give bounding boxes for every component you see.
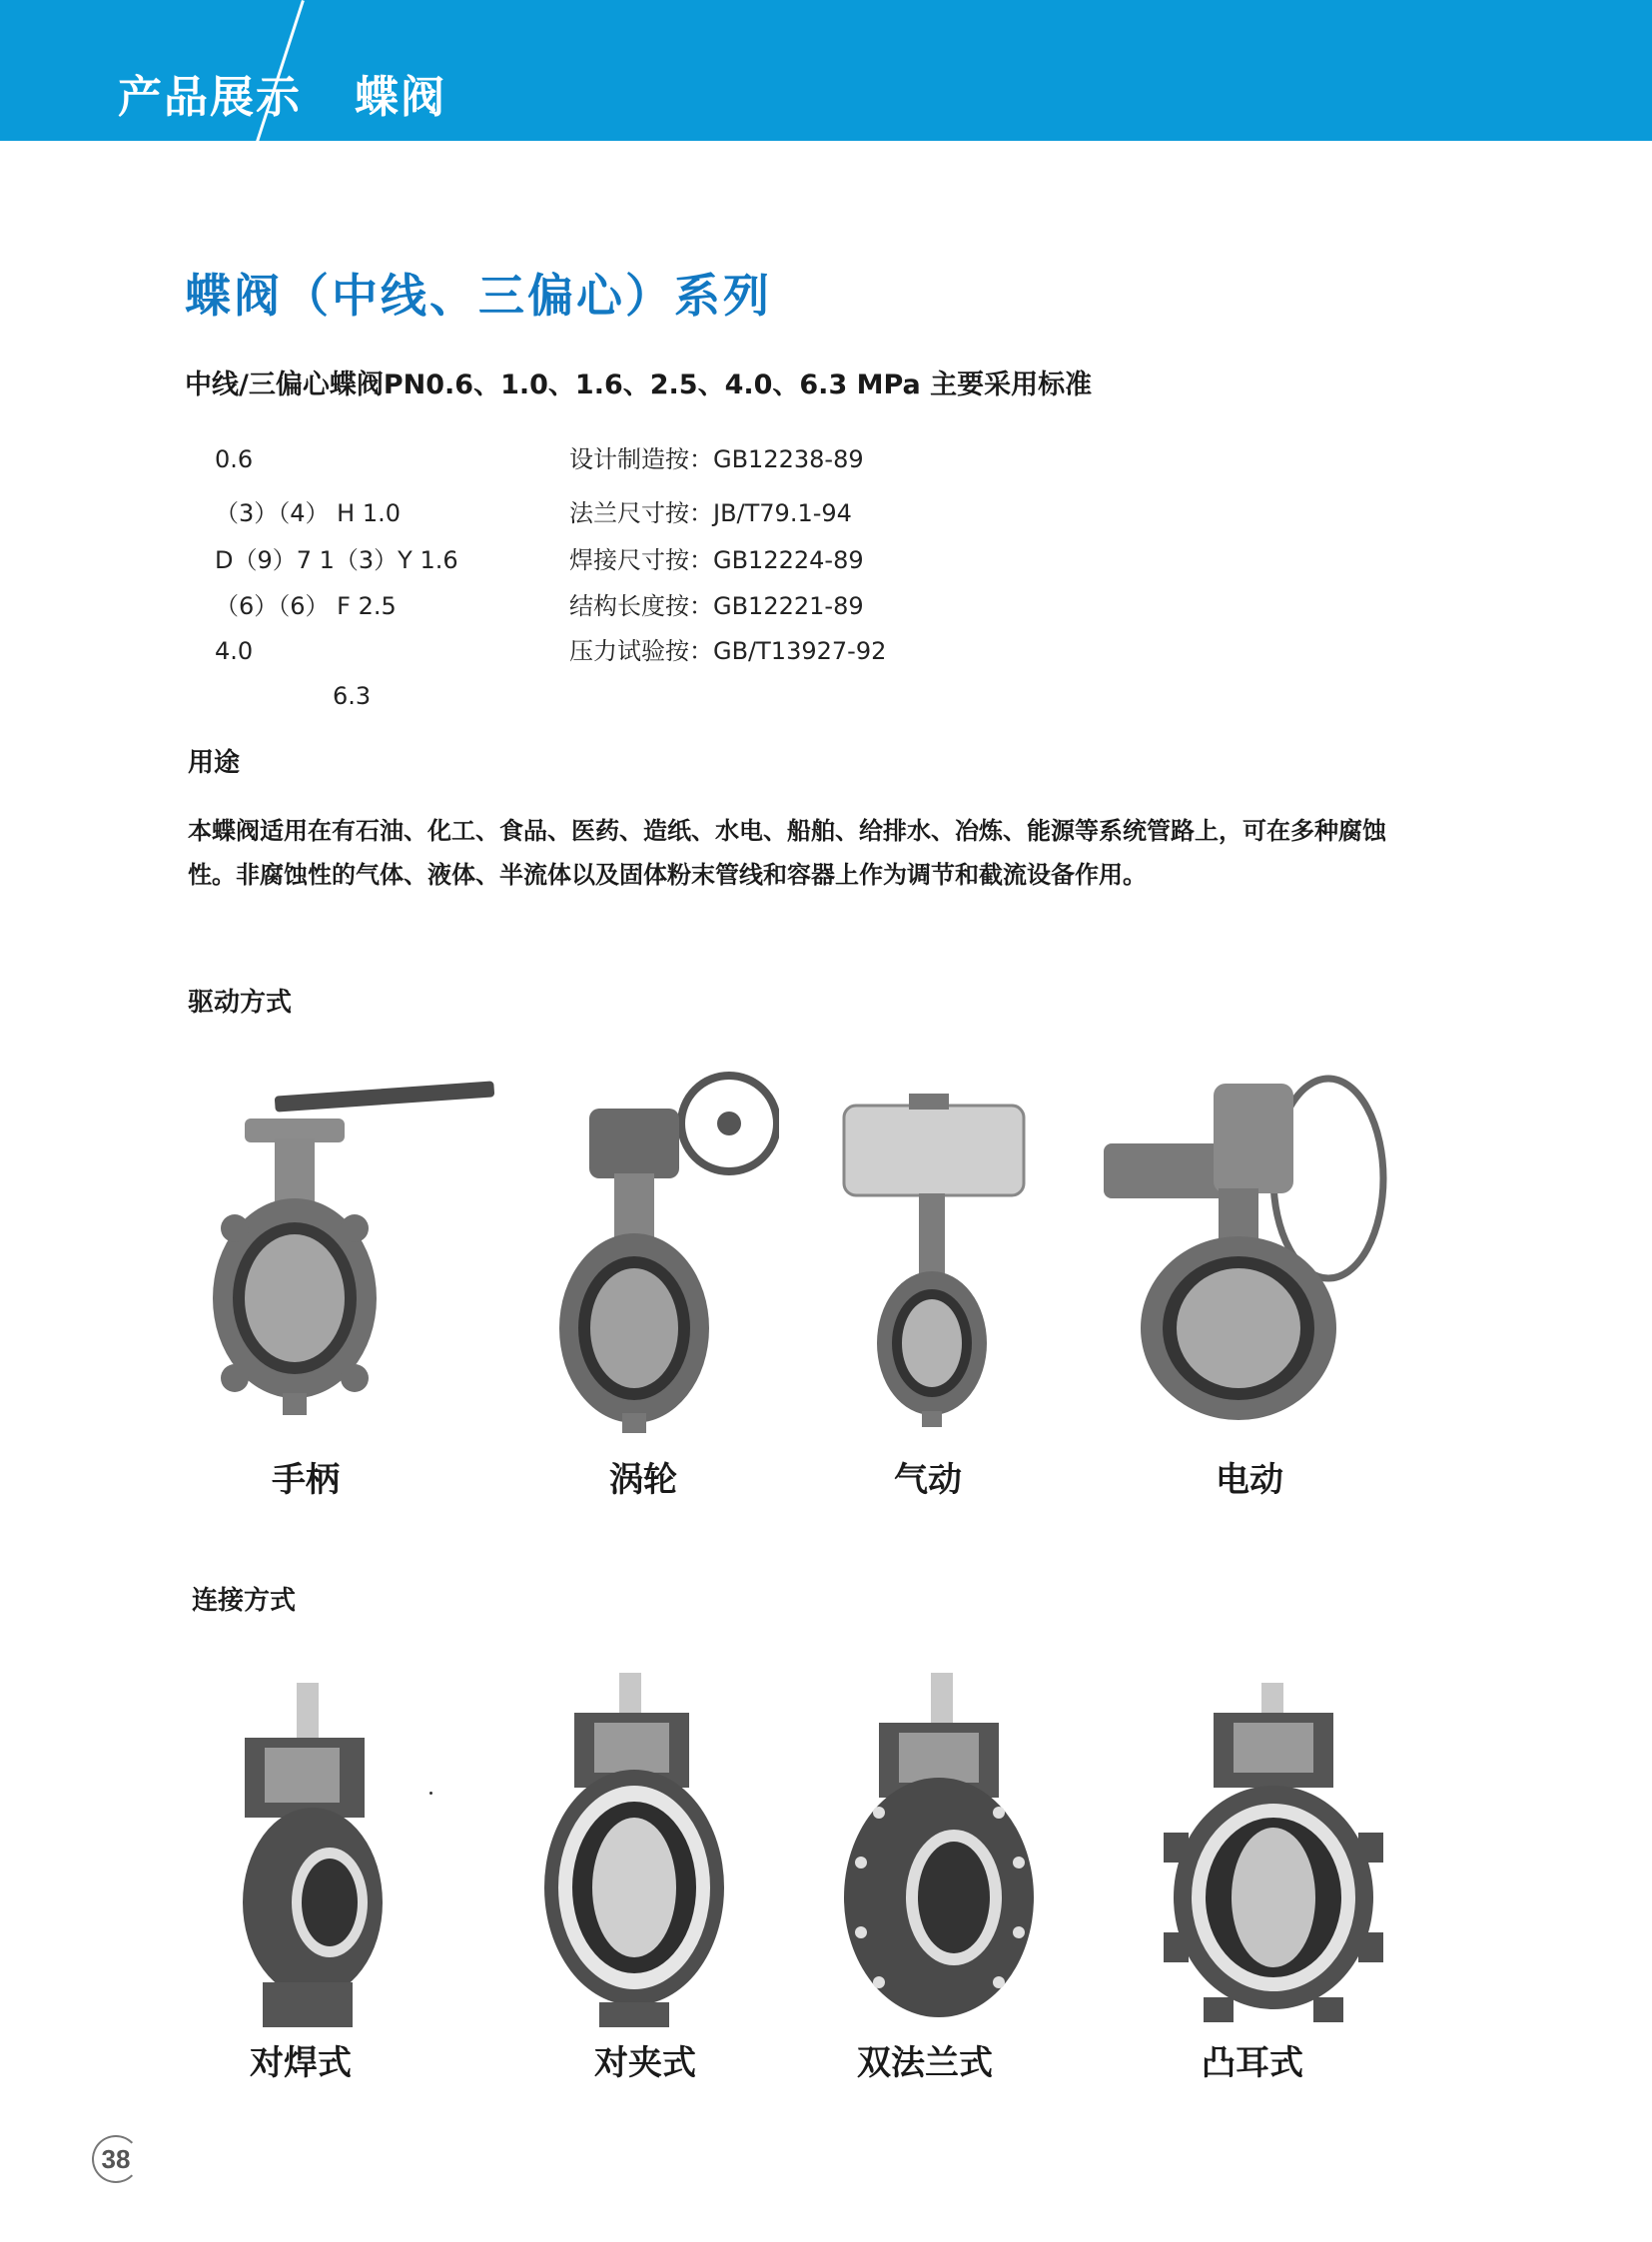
model-code-line: 0.6 — [215, 445, 254, 473]
header-category: 产品展示 — [118, 72, 302, 123]
page-number: 38 — [92, 2135, 140, 2183]
usage-line: 性。非腐蚀性的气体、液体、半流体以及固体粉末管线和容器上作为调节和截流设备作用。 — [188, 861, 1147, 889]
drive-label-worm-gear: 涡轮 — [609, 1460, 677, 1500]
page-title: 蝶阀（中线、三偏心）系列 — [185, 269, 772, 323]
standard-line: 焊接尺寸按：GB12224-89 — [569, 546, 864, 574]
usage-heading: 用途 — [188, 748, 241, 778]
double-flange-valve-image — [839, 1673, 1039, 2032]
connection-label-wafer: 对夹式 — [594, 2043, 696, 2083]
butt-weld-valve-image — [235, 1683, 395, 2032]
usage-line: 本蝶阀适用在有石油、化工、食品、医药、造纸、水电、船舶、给排水、冶炼、能源等系统管路上，可在多种腐蚀 — [188, 817, 1386, 845]
connection-label-butt-weld: 对焊式 — [250, 2043, 352, 2083]
drive-heading: 驱动方式 — [188, 988, 293, 1018]
drive-label-pneumatic: 气动 — [894, 1460, 962, 1500]
model-code-line: （3）（4） H 1.0 — [215, 499, 402, 527]
model-code-line: 4.0 — [215, 637, 254, 665]
lug-valve-image — [1164, 1683, 1383, 2032]
pneumatic-valve-image — [839, 1094, 1029, 1433]
model-code-line: D（9）7 1（3）Y 1.6 — [215, 546, 458, 574]
wafer-valve-image — [539, 1673, 729, 2032]
standard-line: 结构长度按：GB12221-89 — [569, 592, 864, 620]
connection-heading: 连接方式 — [192, 1586, 297, 1616]
connection-label-lug: 凸耳式 — [1202, 2043, 1303, 2083]
stray-dot — [429, 1792, 432, 1795]
header-section: 蝶阀 — [355, 72, 446, 123]
standard-line: 设计制造按：GB12238-89 — [569, 445, 864, 473]
model-code-line: 6.3 — [333, 682, 372, 710]
standard-line: 压力试验按：GB/T13927-92 — [569, 637, 887, 665]
standard-line: 法兰尺寸按：JB/T79.1-94 — [569, 499, 852, 527]
usage-paragraph — [188, 809, 1486, 897]
connection-label-double-flange: 双法兰式 — [857, 2043, 993, 2083]
page-header — [0, 0, 1652, 141]
handle-valve-image — [205, 1079, 504, 1438]
electric-valve-image — [1104, 1074, 1393, 1433]
standards-subtitle: 中线/三偏心蝶阀PN0.6、1.0、1.6、2.5、4.0、6.3 MPa 主要采用标准 — [185, 370, 1093, 400]
worm-gear-valve-image — [559, 1069, 779, 1438]
drive-label-electric: 电动 — [1216, 1460, 1283, 1500]
drive-label-handle: 手柄 — [272, 1460, 340, 1500]
model-code-line: （6）（6） F 2.5 — [215, 592, 397, 620]
